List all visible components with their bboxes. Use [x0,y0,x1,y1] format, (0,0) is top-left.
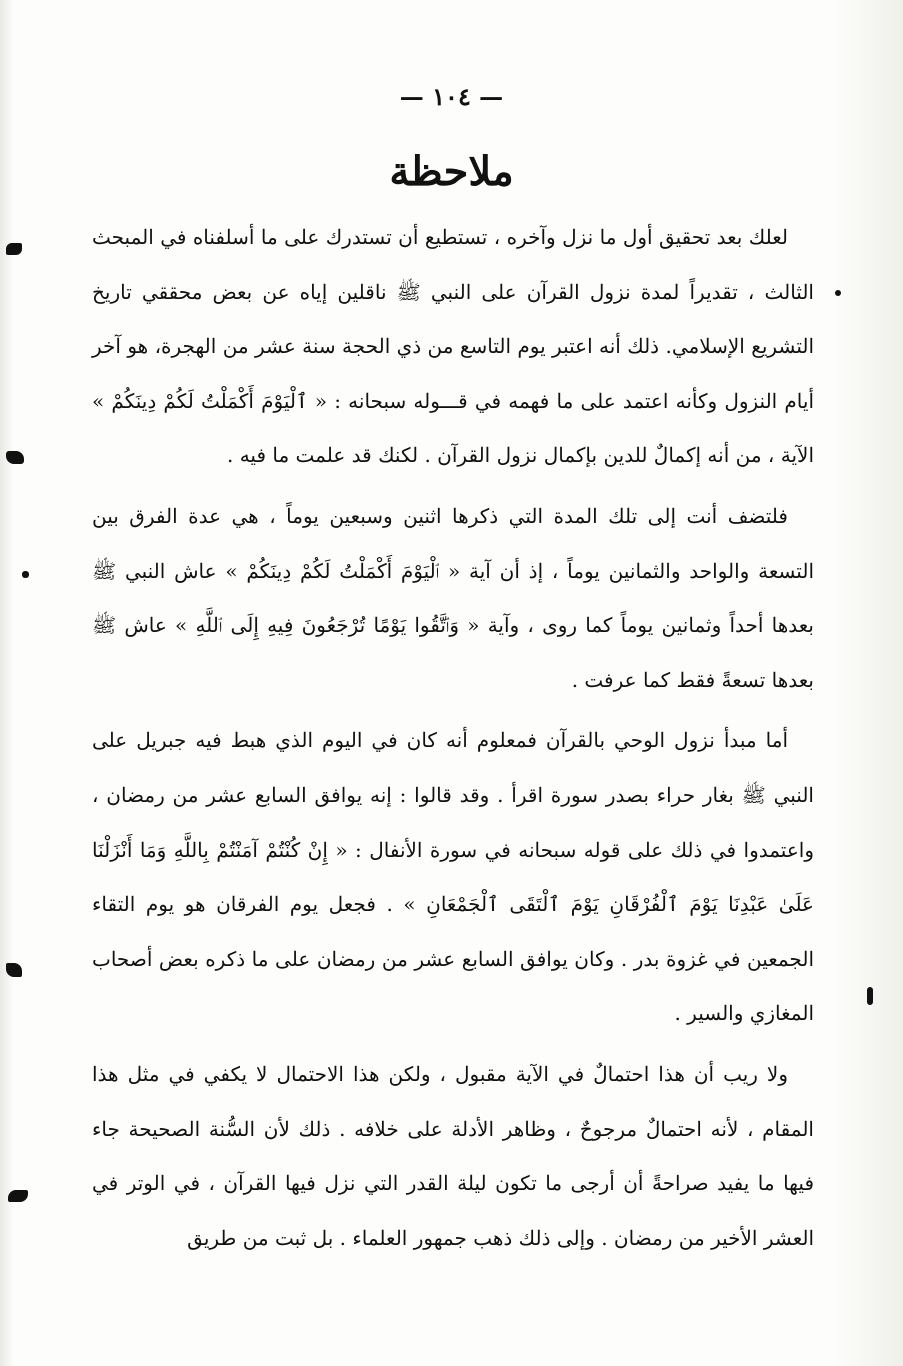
page-title: ملاحظة [389,148,514,195]
page-edge-shadow [0,0,14,1366]
paragraph: لعلك بعد تحقيق أول ما نزل وآخره ، تستطيع أن تستدرك على ما أسلفناه في المبحث الثالث ، تقديراً لمدة نزول القرآن على النبي ﷺ ناقلين إياه عن بعض محققي تاريخ التشريع الإسلامي. ذلك أنه اعتبر يوم التاسع من ذي الحجة سنة عشر من الهجرة، هو آخر أيام النزول وكأنه اعتمد على ما فهمه في قـــوله سبحانه : « ٱلْيَوْمَ أَكْمَلْتُ لَكُمْ دِينَكُمْ » الآية ، من أنه إكمالٌ للدين بإكمال نزول القرآن . لكنك قد علمت ما فيه . [92,225,814,468]
ink-blot [6,963,22,977]
paragraph: فلتضف أنت إلى تلك المدة التي ذكرها اثنين وسبعين يوماً ، هي عدة الفرق بين التسعة والواحد والثمانين يوماً ، إذ أن آية « ٱلْيَوْمَ أَكْمَلْتُ لَكُمْ دِينَكُمْ » عاش النبي ﷺ بعدها أحداً وثمانين يوماً كما روى ، وآية « وَٱتَّقُوا يَوْمًا تُرْجَعُونَ فِيهِ إِلَى ٱللَّهِ » عاش ﷺ بعدها تسعةً فقط كما عرفت . [92,503,814,692]
ink-blot [6,243,22,255]
ink-blot [22,571,29,578]
ink-blot [835,290,841,296]
paragraph: ولا ريب أن هذا احتمالٌ في الآية مقبول ، ولكن هذا الاحتمال لا يكفي في مثل هذا المقام ، لأنه احتمالٌ مرجوحٌ ، وظاهر الأدلة على خلافه . ذلك لأن السُّنة الصحيحة جاء فيها ما يفيد صراحةً أن أرجى ما تكون ليلة القدر التي نزل فيها القرآن ، في الوتر في العشر الأخير من رمضان . وإلى ذلك ذهب جمهور العلماء . بل ثبت من طريق [92,1061,815,1250]
ink-blot [8,1190,28,1202]
ink-blot [6,451,24,464]
body-text [92,210,814,1271]
paragraph: أما مبدأ نزول الوحي بالقرآن فمعلوم أنه كان في اليوم الذي هبط فيه جبريل على النبي ﷺ بغار حراء بصدر سورة اقرأ . وقد قالوا : إنه يوافق السابع عشر من رمضان ، واعتمدوا في ذلك على قوله سبحانه في سورة الأنفال : « إِنْ كُنْتُمْ آمَنْتُمْ بِاللَّهِ وَمَا أَنْزَلْنَا عَلَىٰ عَبْدِنَا يَوْمَ ٱلْفُرْقَانِ يَوْمَ ٱلْتَقَى ٱلْجَمْعَانِ » . فجعل يوم الفرقان هو يوم التقاء الجمعين في غزوة بدر . وكان يوافق السابع عشر من رمضان على ما ذكره بعض أصحاب المغازي والسير . [92,728,814,1026]
page-edge-shadow [833,0,903,1366]
ink-blot [867,987,873,1005]
page-number: — ١٠٤ — [399,82,504,111]
